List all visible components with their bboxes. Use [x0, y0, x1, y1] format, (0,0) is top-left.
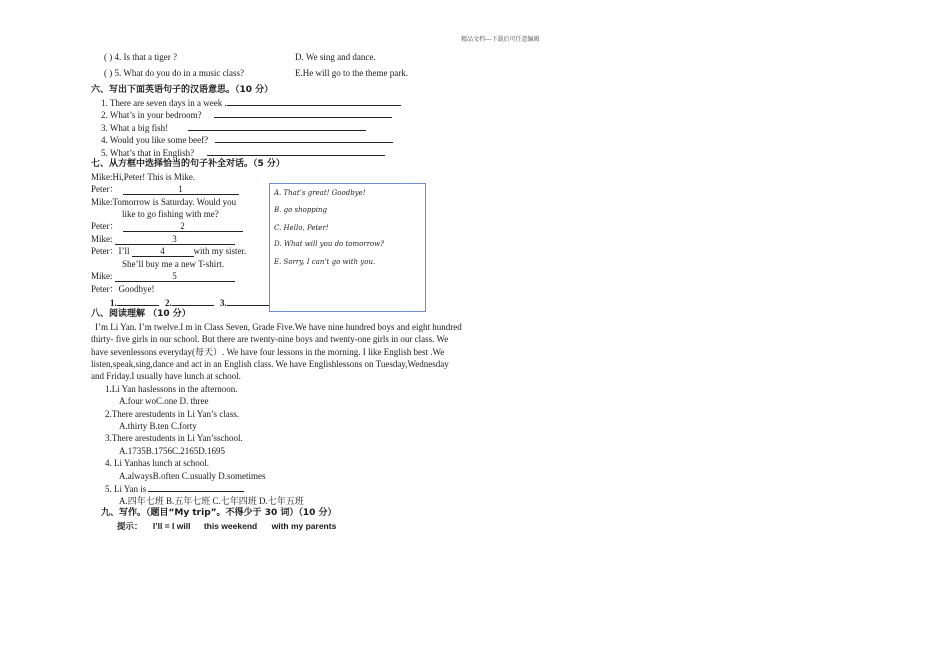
option-e-text: E.He will go to the theme park. [295, 68, 408, 78]
reading-options-1: A.four woC.one D. three [119, 396, 209, 406]
dialogue-line-7 [91, 270, 235, 282]
reading-question-5-row [105, 482, 244, 495]
section-6-title: 六、写出下面英语句子的汉语意思。（10 分） [91, 85, 274, 95]
answer-line[interactable] [215, 133, 393, 143]
dialogue-line-6 [91, 245, 246, 257]
dialogue-blank-1[interactable]: 1 [123, 184, 239, 195]
tip-1: I’ll = I will [152, 521, 191, 531]
answer-label-1: 1. [110, 298, 117, 308]
box-option-d: D. What will you do tomorrow? [274, 240, 385, 248]
passage-line-3: have sevenlessons everyday(每天）. We have four lessons in the morning. I like English best .We [91, 347, 445, 357]
translate-item-4-text: 4. Would you like some beef? [101, 135, 209, 145]
section-8-title: 八、阅读理解 （10 分） [91, 309, 191, 319]
reading-question-3: 3.There arestudents in Li Yan’sschool. [105, 433, 243, 443]
answer-blank-3[interactable] [227, 296, 269, 306]
answer-blank-1[interactable] [117, 296, 159, 306]
answer-blank-2[interactable] [172, 296, 214, 306]
answer-line[interactable] [227, 96, 401, 106]
answer-line[interactable] [214, 108, 392, 118]
translate-item-2-text: 2. What’s in your bedroom? [101, 110, 202, 120]
section-7-title: 七、从方框中选择恰当的句子补全对话。（5 分） [91, 159, 285, 169]
box-option-e: E. Sorry, I can’t go with you. [274, 258, 376, 266]
options-box [269, 183, 426, 312]
translate-item-1-text: 1. There are seven days in a week . [101, 98, 227, 108]
question-5-text: ( ) 5. What do you do in a music class? [104, 68, 245, 78]
section-9-title: 九、写作。（题目“My trip”。不得少于 30 词）（10 分） [101, 508, 337, 518]
writing-tips [117, 520, 336, 532]
tip-3: with my parents [271, 521, 337, 531]
box-option-a: A. That’s great! Goodbye! [274, 189, 366, 197]
box-option-b: B. go shopping [274, 206, 328, 214]
dialogue-line-2 [91, 183, 239, 195]
dialogue-line-4 [91, 220, 243, 232]
translate-item-4 [101, 133, 393, 146]
passage-line-5: and Friday.I usually have lunch at school. [91, 371, 241, 381]
page-header: 精品文档---下载后可任意编辑 [461, 36, 540, 43]
speaker-label: Mike: [91, 271, 113, 281]
dialogue-line-6b: She’ll buy me a new T-shirt. [122, 259, 224, 269]
reading-question-2: 2.There arestudents in Li Yan’s class. [105, 409, 239, 419]
translate-item-2 [101, 108, 392, 121]
reading-options-3: A.1735B.1756C.2165D.1695 [119, 446, 226, 456]
translate-item-3-text: 3. What a big fish! [101, 123, 169, 133]
reading-question-4: 4. Li Yanhas lunch at school. [105, 458, 209, 468]
dialogue-line-5 [91, 233, 235, 245]
option-d-text: D. We sing and dance. [295, 52, 376, 62]
tip-2: this weekend [203, 521, 258, 531]
dialogue-line-8: Peter：Goodbye! [91, 284, 155, 294]
answer-line[interactable] [188, 121, 366, 131]
speaker-label: Mike: [91, 234, 113, 244]
dialogue-blank-4[interactable]: 4 [132, 246, 194, 257]
translate-item-5-text: 5. What’s that in English? [101, 148, 195, 158]
dialogue-line-3b: like to go fishing with me? [122, 209, 219, 219]
answer-label-2: 2. [165, 298, 172, 308]
dialogue-line-6-post: with my sister. [193, 246, 247, 256]
answer-label-3: 3. [220, 298, 227, 308]
answer-line[interactable] [148, 482, 244, 492]
dialogue-line-3a: Mike:Tomorrow is Saturday. Would you [91, 197, 237, 207]
speaker-label: Peter： [91, 221, 119, 231]
reading-options-4: A.alwaysB.often C.usually D.sometimes [119, 471, 266, 481]
passage-line-1: I’m Li Yan. I’m twelve.I m in Class Seven, Grade Five.We have nine hundred boys and eight hundred [95, 322, 462, 332]
reading-question-1: 1.Li Yan haslessons in the afternoon. [105, 384, 238, 394]
passage-line-2: thirty- five girls in our school. But there are twenty-nine boys and twenty-one girls in our class. We [91, 334, 449, 344]
passage-line-4: listen,speak,sing,dance and act in an English class. We have Englishlessons on Tuesday,Wednesday [91, 359, 449, 369]
tips-label: 提示： [117, 521, 143, 531]
question-4-text: ( ) 4. Is that a tiger ? [104, 52, 177, 62]
dialogue-blank-2[interactable]: 2 [123, 221, 243, 232]
dialogue-line-1: Mike:Hi,Peter! This is Mike. [91, 172, 196, 182]
dialogue-line-6-pre: Peter：I’ll [91, 246, 130, 256]
speaker-label: Peter： [91, 184, 119, 194]
reading-options-2: A.thirty B.ten C.forty [119, 421, 197, 431]
dialogue-blank-3[interactable]: 3 [115, 234, 235, 245]
answer-line[interactable] [207, 146, 385, 156]
reading-options-5: A.四年七班 B.五年七班 C.七年四班 D.七年五班 [119, 496, 304, 506]
dialogue-blank-5[interactable]: 5 [115, 271, 235, 282]
reading-question-5: 5. Li Yan is [105, 484, 147, 494]
box-option-c: C. Hello, Peter! [274, 224, 329, 232]
